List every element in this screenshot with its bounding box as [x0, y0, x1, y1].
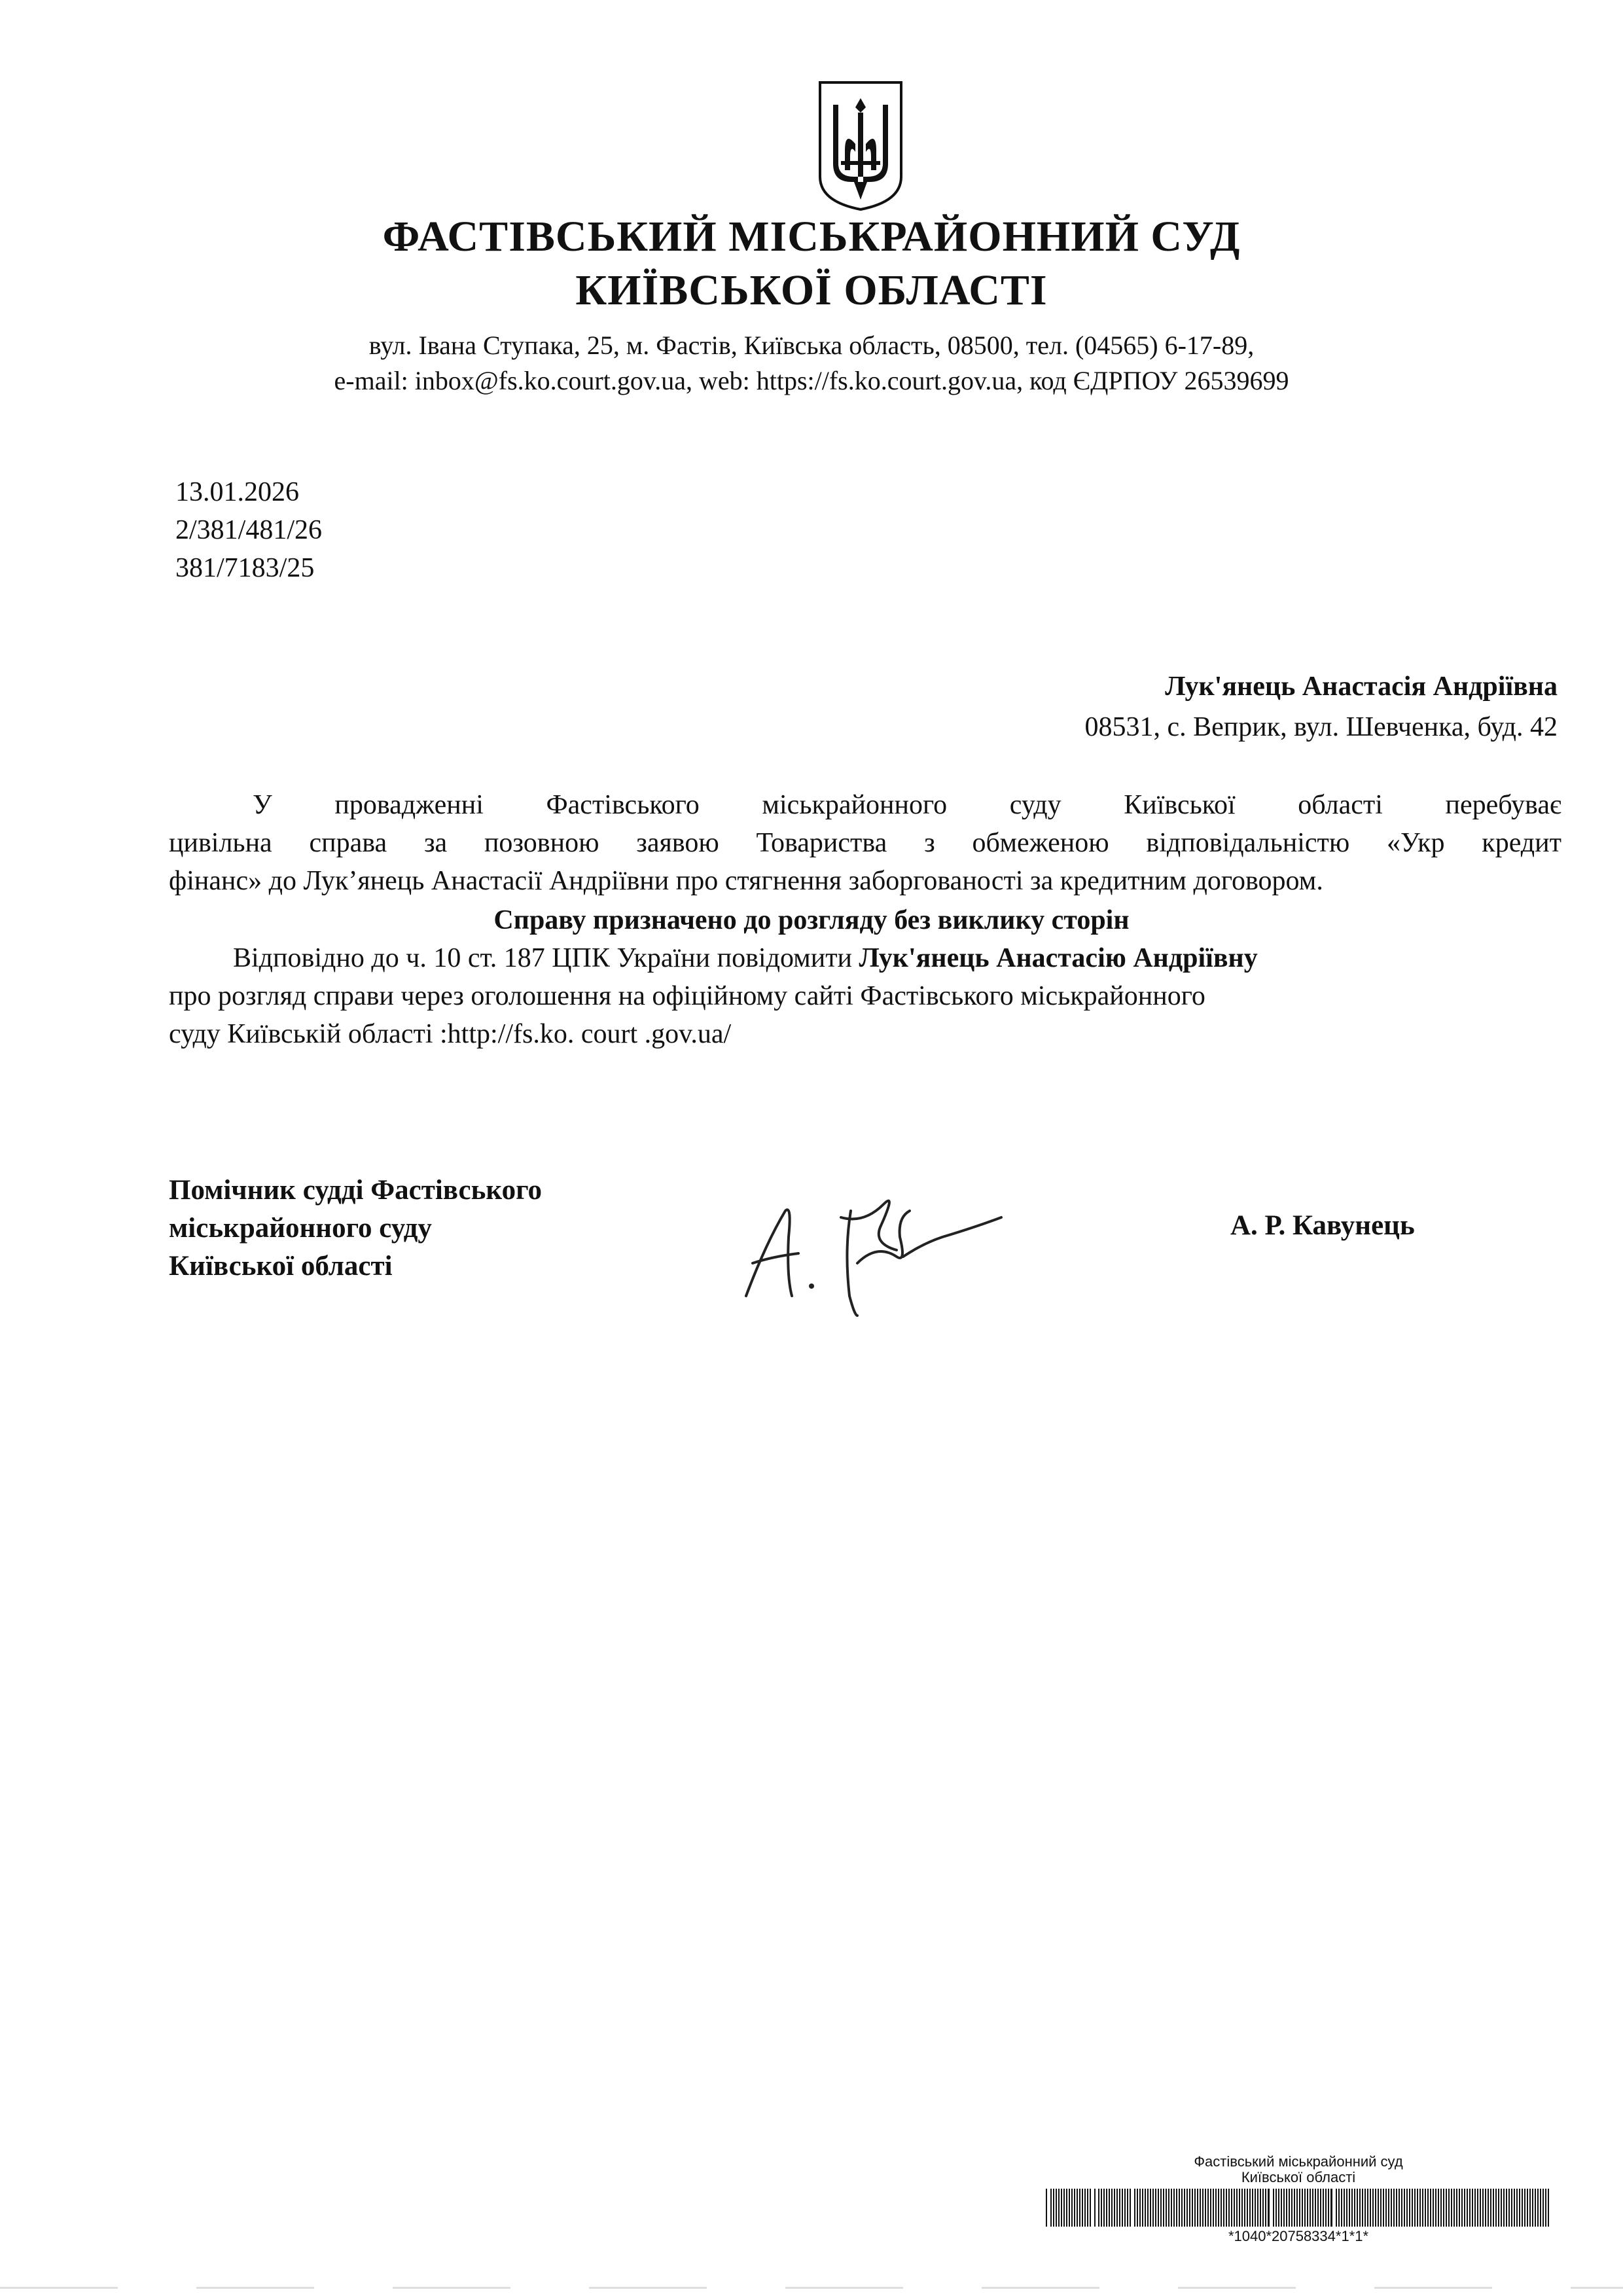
barcode-bar — [1383, 2189, 1384, 2227]
signer-position-line3: Київської області — [169, 1251, 393, 1282]
barcode-bar — [1330, 2189, 1332, 2227]
barcode-bar — [1160, 2189, 1162, 2227]
barcode-bar — [1503, 2189, 1505, 2227]
barcode-bar — [1469, 2189, 1471, 2227]
barcode-bar — [1514, 2189, 1515, 2227]
barcode-bar — [1401, 2189, 1402, 2227]
barcode-bar — [1328, 2189, 1329, 2227]
barcode-bar — [1393, 2189, 1395, 2227]
barcode-bar — [1262, 2189, 1264, 2227]
barcode-bar — [1535, 2189, 1536, 2227]
court-address: вул. Івана Ступака, 25, м. Фастів, Київська область, 08500, тел. (04565) 6-17-89, — [368, 331, 1255, 360]
barcode-bar — [1189, 2189, 1190, 2227]
barcode-bar — [1323, 2189, 1324, 2227]
barcode-bar — [1545, 2189, 1546, 2227]
barcode-bar — [1370, 2189, 1371, 2227]
barcode-bar — [1207, 2189, 1209, 2227]
barcode-bar — [1252, 2189, 1253, 2227]
barcode-bar — [1184, 2189, 1185, 2227]
barcode-bar — [1351, 2189, 1353, 2227]
barcode-bar — [1124, 2189, 1126, 2227]
court-name-line2: КИЇВСЬКОЇ ОБЛАСТІ — [575, 266, 1048, 314]
barcode-bar — [1412, 2189, 1413, 2227]
barcode-number: *1040*20758334*1*1* — [1228, 2228, 1369, 2244]
addressee-name: Лук'янець Анастасія Андріївна — [1165, 672, 1558, 702]
barcode-bar — [1114, 2189, 1115, 2227]
barcode-bar — [1378, 2189, 1379, 2227]
barcode-bar — [1192, 2189, 1193, 2227]
barcode-bar — [1249, 2189, 1251, 2227]
barcode-bar — [1050, 2189, 1052, 2227]
barcode-bar — [1315, 2189, 1316, 2227]
barcode-bar — [1268, 2189, 1270, 2227]
barcode-bar — [1341, 2189, 1342, 2227]
barcode-bar — [1435, 2189, 1436, 2227]
barcode-bar — [1069, 2189, 1070, 2227]
barcode-bar — [1404, 2189, 1405, 2227]
barcode-bar — [1130, 2189, 1131, 2227]
barcode-bar — [1359, 2189, 1361, 2227]
barcode-bar — [1221, 2189, 1222, 2227]
barcode-bar — [1336, 2189, 1337, 2227]
barcode-bar — [1312, 2189, 1313, 2227]
barcode-bar — [1524, 2189, 1525, 2227]
barcode-bar — [1053, 2189, 1054, 2227]
handwritten-signature — [726, 1165, 1014, 1322]
barcode-bar — [1532, 2189, 1533, 2227]
barcode-bar — [1082, 2189, 1083, 2227]
barcode-bar — [1071, 2189, 1073, 2227]
scan-edge — [0, 2287, 1623, 2289]
barcode-bar — [1286, 2189, 1287, 2227]
barcode-bar — [1367, 2189, 1368, 2227]
barcode-bar — [1446, 2189, 1447, 2227]
barcode-bar — [1228, 2189, 1230, 2227]
barcode-bar — [1474, 2189, 1476, 2227]
barcode-bar — [1106, 2189, 1107, 2227]
barcode-bar — [1273, 2189, 1274, 2227]
barcode-bar — [1226, 2189, 1227, 2227]
barcode-bar — [1456, 2189, 1457, 2227]
barcode-bar — [1399, 2189, 1400, 2227]
barcode-bar — [1349, 2189, 1350, 2227]
barcode-bar — [1299, 2189, 1300, 2227]
barcode-bar — [1056, 2189, 1057, 2227]
barcode-bar — [1291, 2189, 1293, 2227]
barcode-bar — [1260, 2189, 1261, 2227]
barcode-bar — [1046, 2189, 1047, 2227]
barcode-bar — [1155, 2189, 1156, 2227]
barcode-bar — [1236, 2189, 1238, 2227]
barcode-bar — [1202, 2189, 1204, 2227]
barcode-bar — [1142, 2189, 1143, 2227]
barcode-bar — [1098, 2189, 1099, 2227]
barcode-bar — [1087, 2189, 1088, 2227]
barcode-bar — [1406, 2189, 1408, 2227]
barcode-bar — [1145, 2189, 1146, 2227]
barcode-icon — [1046, 2189, 1551, 2227]
barcode-bar — [1094, 2189, 1096, 2227]
barcode-bar — [1357, 2189, 1358, 2227]
barcode-bar — [1063, 2189, 1065, 2227]
barcode-bar — [1362, 2189, 1363, 2227]
body-line-2: цивільна справа за позовною заявою Товариства з обмеженою відповідальністю «Укр кредит — [169, 828, 1561, 858]
outgoing-number: 2/381/481/26 — [175, 515, 323, 545]
body-line-5: про розгляд справи через оголошення на офіційному сайті Фастівського міськрайонного — [169, 981, 1205, 1011]
barcode-bar — [1084, 2189, 1086, 2227]
barcode-bar — [1380, 2189, 1382, 2227]
barcode-bar — [1066, 2189, 1067, 2227]
barcode-bar — [1516, 2189, 1518, 2227]
barcode-bar — [1163, 2189, 1164, 2227]
barcode-bar — [1127, 2189, 1128, 2227]
barcode-bar — [1147, 2189, 1149, 2227]
trident-coat-of-arms-icon — [815, 79, 906, 213]
barcode-bar — [1296, 2189, 1298, 2227]
barcode-bar — [1438, 2189, 1439, 2227]
barcode-bar — [1482, 2189, 1484, 2227]
barcode-bar — [1234, 2189, 1235, 2227]
barcode-bar — [1506, 2189, 1507, 2227]
barcode-bar — [1244, 2189, 1245, 2227]
barcode-bar — [1364, 2189, 1366, 2227]
barcode-bar — [1166, 2189, 1167, 2227]
barcode-bar — [1396, 2189, 1397, 2227]
barcode-bar — [1116, 2189, 1118, 2227]
barcode-bar — [1519, 2189, 1520, 2227]
barcode-bar — [1210, 2189, 1211, 2227]
barcode-bar — [1409, 2189, 1410, 2227]
barcode-bar — [1485, 2189, 1486, 2227]
barcode-bar — [1197, 2189, 1198, 2227]
case-number: 381/7183/25 — [175, 553, 315, 583]
court-contacts: e-mail: inbox@fs.ko.court.gov.ua, web: https://fs.ko.court.gov.ua, код ЄДРПОУ 26539699 — [334, 366, 1289, 395]
barcode-bar — [1122, 2189, 1123, 2227]
barcode-bar — [1247, 2189, 1248, 2227]
barcode-bar — [1173, 2189, 1175, 2227]
barcode-bar — [1527, 2189, 1528, 2227]
barcode-bar — [1325, 2189, 1327, 2227]
stamp-court-name: Фастівський міськрайонний суд — [1194, 2153, 1403, 2170]
barcode-bar — [1451, 2189, 1452, 2227]
barcode-bar — [1422, 2189, 1423, 2227]
barcode-bar — [1109, 2189, 1110, 2227]
barcode-bar — [1417, 2189, 1418, 2227]
barcode-bar — [1320, 2189, 1321, 2227]
barcode-bar — [1488, 2189, 1489, 2227]
barcode-bar — [1508, 2189, 1510, 2227]
barcode-bar — [1477, 2189, 1478, 2227]
addressee-address: 08531, с. Веприк, вул. Шевченка, буд. 42 — [1084, 712, 1558, 742]
barcode-bar — [1490, 2189, 1491, 2227]
barcode-bar — [1537, 2189, 1539, 2227]
barcode-bar — [1344, 2189, 1345, 2227]
barcode-bar — [1265, 2189, 1266, 2227]
barcode-bar — [1061, 2189, 1062, 2227]
barcode-bar — [1205, 2189, 1206, 2227]
barcode-bar — [1111, 2189, 1113, 2227]
barcode-bar — [1090, 2189, 1091, 2227]
barcode-bar — [1255, 2189, 1256, 2227]
barcode-bar — [1289, 2189, 1290, 2227]
signer-name: А. Р. Кавунець — [1230, 1210, 1415, 1241]
barcode-bar — [1150, 2189, 1151, 2227]
barcode-bar — [1529, 2189, 1531, 2227]
barcode-bar — [1137, 2189, 1138, 2227]
barcode-bar — [1152, 2189, 1154, 2227]
barcode-bar — [1461, 2189, 1463, 2227]
barcode-bar — [1425, 2189, 1426, 2227]
barcode-bar — [1186, 2189, 1188, 2227]
barcode-bar — [1058, 2189, 1060, 2227]
barcode-bar — [1241, 2189, 1243, 2227]
barcode-bar — [1304, 2189, 1306, 2227]
barcode-bar — [1493, 2189, 1494, 2227]
barcode-bar — [1338, 2189, 1340, 2227]
barcode-bar — [1346, 2189, 1347, 2227]
court-name-line1: ФАСТІВСЬКИЙ МІСЬКРАЙОННИЙ СУД — [382, 213, 1241, 260]
barcode-bar — [1278, 2189, 1279, 2227]
signer-position-line2: міськрайонного суду — [169, 1213, 432, 1244]
barcode-bar — [1134, 2189, 1135, 2227]
barcode-bar — [1302, 2189, 1303, 2227]
barcode-bar — [1480, 2189, 1481, 2227]
document-date: 13.01.2026 — [175, 477, 299, 507]
barcode-bar — [1419, 2189, 1421, 2227]
barcode-bar — [1427, 2189, 1429, 2227]
barcode-bar — [1472, 2189, 1473, 2227]
barcode-bar — [1176, 2189, 1177, 2227]
barcode-bar — [1213, 2189, 1214, 2227]
barcode-bar — [1385, 2189, 1387, 2227]
barcode-bar — [1448, 2189, 1450, 2227]
barcode-bar — [1443, 2189, 1444, 2227]
barcode-bar — [1354, 2189, 1355, 2227]
body-line-3: фінанс» до Лук’янець Анастасії Андріївни про стягнення заборгованості за кредитним договором. — [169, 866, 1323, 896]
barcode-bar — [1275, 2189, 1277, 2227]
barcode-bar — [1317, 2189, 1319, 2227]
barcode-bar — [1168, 2189, 1169, 2227]
barcode-bar — [1375, 2189, 1376, 2227]
barcode-bar — [1231, 2189, 1232, 2227]
barcode-bar — [1543, 2189, 1544, 2227]
barcode-bar — [1077, 2189, 1078, 2227]
barcode-bar — [1464, 2189, 1465, 2227]
stamp-region: Київської області — [1241, 2169, 1356, 2185]
barcode-bar — [1257, 2189, 1258, 2227]
barcode-bar — [1179, 2189, 1180, 2227]
barcode-bar — [1307, 2189, 1308, 2227]
defendant-name: Лук'янець Анастасію Андріївну — [859, 943, 1258, 973]
barcode-bar — [1454, 2189, 1455, 2227]
body-line-6: суду Київській області :http://fs.ko. court .gov.ua/ — [169, 1019, 732, 1049]
barcode-bar — [1194, 2189, 1196, 2227]
barcode-bar — [1281, 2189, 1282, 2227]
barcode-bar — [1200, 2189, 1201, 2227]
barcode-bar — [1103, 2189, 1105, 2227]
barcode-bar — [1139, 2189, 1141, 2227]
barcode-bar — [1414, 2189, 1416, 2227]
hearing-notice: Справу призначено до розгляду без виклику сторін — [493, 905, 1130, 935]
barcode-bar — [1430, 2189, 1431, 2227]
barcode-bar — [1391, 2189, 1392, 2227]
barcode-bar — [1079, 2189, 1080, 2227]
barcode-bar — [1495, 2189, 1497, 2227]
barcode-bar — [1215, 2189, 1217, 2227]
signer-position-line1: Помічник судді Фастівського — [169, 1175, 543, 1206]
barcode-bar — [1294, 2189, 1295, 2227]
body-line-4 — [233, 940, 1607, 977]
barcode-bar — [1498, 2189, 1499, 2227]
barcode-bar — [1388, 2189, 1389, 2227]
barcode-bar — [1218, 2189, 1219, 2227]
barcode-bar — [1372, 2189, 1374, 2227]
barcode-bar — [1548, 2189, 1549, 2227]
barcode-bar — [1522, 2189, 1523, 2227]
barcode-bar — [1511, 2189, 1512, 2227]
barcode-bar — [1310, 2189, 1311, 2227]
barcode-bar — [1171, 2189, 1172, 2227]
barcode-bar — [1501, 2189, 1502, 2227]
barcode-bar — [1283, 2189, 1285, 2227]
body-line-4-text: Відповідно до ч. 10 ст. 187 ЦПК України повідомити — [233, 943, 859, 973]
barcode-bar — [1440, 2189, 1442, 2227]
barcode-bar — [1181, 2189, 1183, 2227]
barcode-bar — [1433, 2189, 1434, 2227]
barcode-bar — [1158, 2189, 1159, 2227]
barcode-bar — [1239, 2189, 1240, 2227]
body-line-1: У провадженні Фастівського міськрайонного суду Київської області перебуває — [253, 790, 1561, 820]
barcode-bar — [1459, 2189, 1460, 2227]
barcode-bar — [1223, 2189, 1224, 2227]
barcode-bar — [1101, 2189, 1102, 2227]
barcode-bar — [1119, 2189, 1120, 2227]
barcode-bar — [1074, 2189, 1075, 2227]
barcode-bar — [1467, 2189, 1468, 2227]
barcode-bar — [1540, 2189, 1541, 2227]
